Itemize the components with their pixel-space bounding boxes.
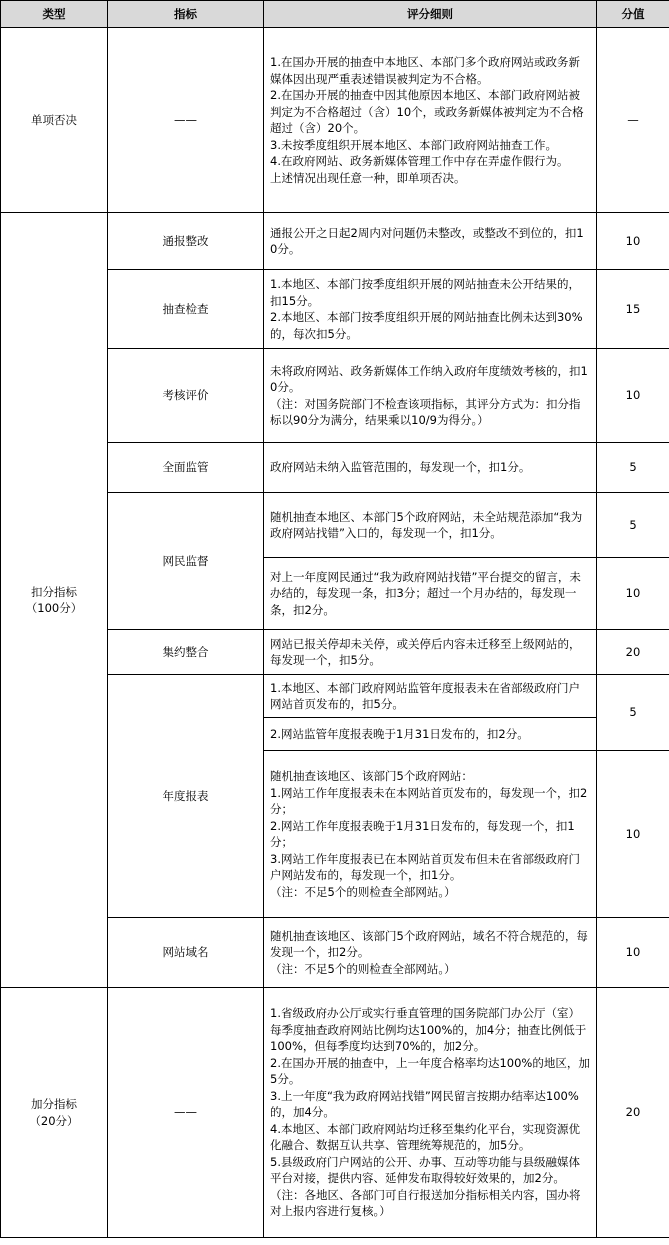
rules-cell: 1.在国办开展的抽查中本地区、本部门多个政府网站或政务新媒体因出现严重表述错误被判定为不合格。 2.在国办开展的抽查中因其他原因本地区、本部门政府网站被判定为不合格超过（含）10个，或政务新媒体被判定为不合格超过（含）20个。 3.未按季度组织开展本地区、本部门政府网站抽查工作。 4.在政府网站、政务新媒体管理工作中存在弄虚作假行为。 上述情况出现任意一种，即单项否决。 [264,28,597,213]
score-cell: 10 [597,213,669,270]
type-cell: 单项否决 [1,28,108,213]
rules-cell: 政府网站未纳入监管范围的，每发现一个，扣1分。 [264,443,597,493]
score-cell: 10 [597,751,669,918]
score-cell: 10 [597,558,669,630]
header-type: 类型 [1,1,108,28]
rules-cell: 通报公开之日起2周内对问题仍未整改，或整改不到位的，扣10分。 [264,213,597,270]
score-cell: 10 [597,918,669,988]
indicator-cell: 网站域名 [108,918,264,988]
indicator-cell: 全面监管 [108,443,264,493]
score-cell: 10 [597,349,669,443]
rules-cell: 1.本地区、本部门政府网站监管年度报表未在省部级政府门户网站首页发布的，扣5分。 [264,675,597,718]
score-cell: 15 [597,270,669,349]
rules-cell: 未将政府网站、政务新媒体工作纳入政府年度绩效考核的，扣10分。 （注：对国务院部门不检查该项指标，其评分方式为：扣分指标以90分为满分，结果乘以10/9为得分。） [264,349,597,443]
indicator-cell: 考核评价 [108,349,264,443]
score-cell: 5 [597,675,669,751]
rules-cell: 1.省级政府办公厅或实行垂直管理的国务院部门办公厅（室）每季度抽查政府网站比例均达100%的，加4分；抽查比例低于100%，但每季度均达到70%的，加2分。 2.在国办开展的抽查中，上一年度合格率均达100%的地区，加5分。 3.上一年度“我为政府网站找错”网民留言按期办结率达100%的，加4分。 4.本地区、本部门政府网站均迁移至集约化平台，实现资源优化融合、数据互认共享、管理统筹规范的，加5分。 5.县级政府门户网站的公开、办事、互动等功能与县级融媒体平台对接，提供内容、延伸发布取得较好效果的，加2分。 （注：各地区、各部门可自行报送加分指标相关内容，国办将对上报内容进行复核。） [264,988,597,1238]
table-row [1,213,669,270]
rules-cell: 对上一年度网民通过“我为政府网站找错”平台提交的留言，未办结的，每发现一条，扣3分；超过一个月办结的，每发现一条，扣2分。 [264,558,597,630]
rules-cell: 2.网站监管年度报表晚于1月31日发布的，扣2分。 [264,718,597,751]
score-cell: 20 [597,988,669,1238]
indicator-cell: 网民监督 [108,493,264,630]
type-cell: 加分指标 （20分） [1,988,108,1238]
rules-cell: 网站已报关停却未关停，或关停后内容未迁移至上级网站的，每发现一个，扣5分。 [264,630,597,675]
score-cell: 5 [597,443,669,493]
header-row [1,1,669,28]
indicator-cell: —— [108,988,264,1238]
table-row [1,28,669,213]
header-score: 分值 [597,1,669,28]
indicator-cell: 集约整合 [108,630,264,675]
indicator-cell: 年度报表 [108,675,264,918]
type-cell: 扣分指标 （100分） [1,213,108,988]
score-cell: — [597,28,669,213]
score-cell: 5 [597,493,669,558]
header-indicator: 指标 [108,1,264,28]
rules-cell: 随机抽查该地区、该部门5个政府网站，域名不符合规范的，每发现一个，扣2分。 （注：不足5个的则检查全部网站。） [264,918,597,988]
score-cell: 20 [597,630,669,675]
indicator-cell: —— [108,28,264,213]
rules-cell: 随机抽查该地区、该部门5个政府网站： 1.网站工作年度报表未在本网站首页发布的，每发现一个，扣2分； 2.网站工作年度报表晚于1月31日发布的，每发现一个，扣1分； 3.网站工作年度报表已在本网站首页发布但未在省部级政府门户网站发布的，每发现一个，扣1分。 （注：不足5个的则检查全部网站。） [264,751,597,918]
rules-cell: 1.本地区、本部门按季度组织开展的网站抽查未公开结果的，扣15分。 2.本地区、本部门按季度组织开展的网站抽查比例未达到30%的，每次扣5分。 [264,270,597,349]
table-row [1,988,669,1238]
indicator-cell: 通报整改 [108,213,264,270]
indicator-cell: 抽查检查 [108,270,264,349]
header-rules: 评分细则 [264,1,597,28]
rules-cell: 随机抽查本地区、本部门5个政府网站，未全站规范添加“我为政府网站找错”入口的，每发现一个，扣1分。 [264,493,597,558]
